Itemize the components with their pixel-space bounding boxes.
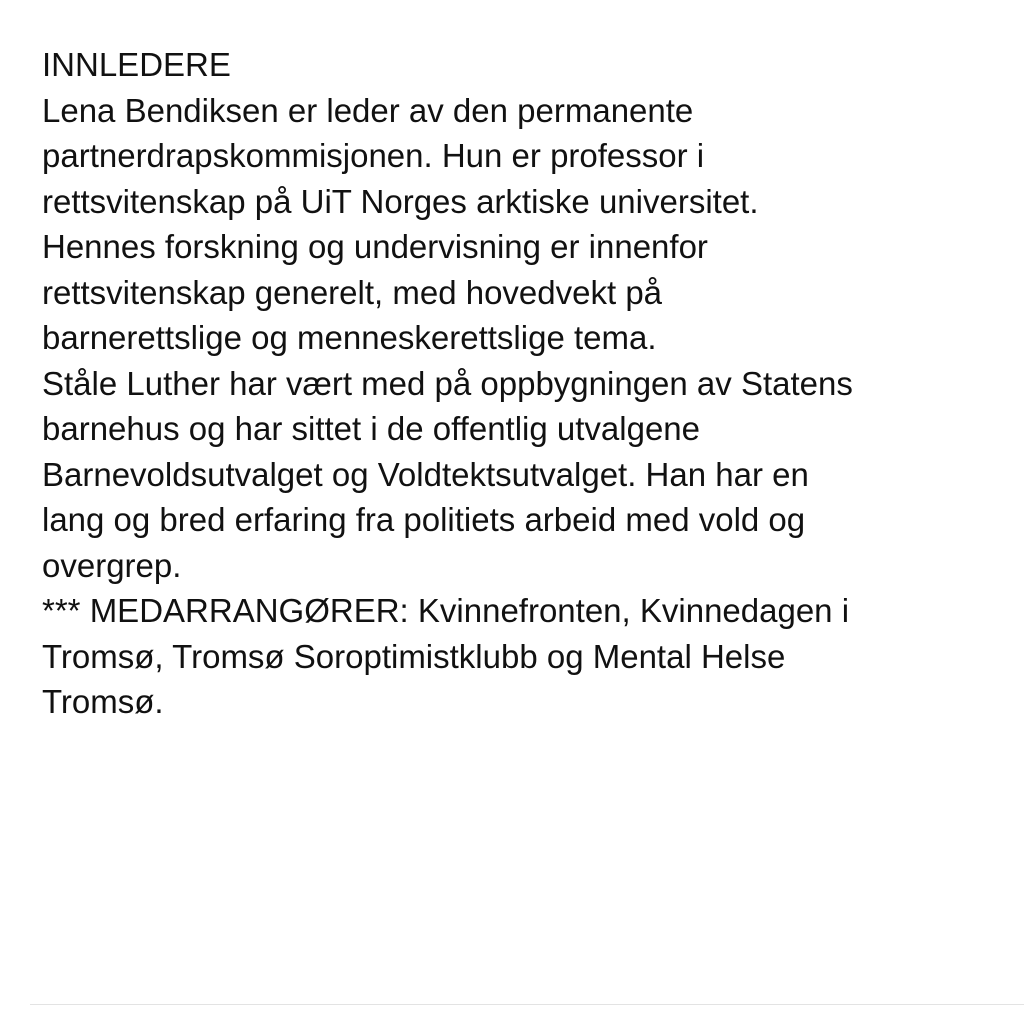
paragraph-lena-bendiksen: Lena Bendiksen er leder av den permanente partnerdrapskommisjonen. Hun er professor i rettsvitenskap på UiT Norges arktiske universitet. Hennes forskning og undervisning er innenfor rettsvitenskap generelt, med hovedvekt på barnerettslige og menneskerettslige tema. — [42, 91, 759, 356]
paragraph-co-organizers: *** MEDARRANGØRER: Kvinnefronten, Kvinnedagen i Tromsø, Tromsø Soroptimistklubb og Mental Helse Tromsø. — [42, 592, 850, 720]
section-heading: INNLEDERE — [42, 46, 231, 83]
post-body — [42, 42, 1017, 725]
bottom-divider — [30, 1004, 1024, 1005]
paragraph-stale-luther: Ståle Luther har vært med på oppbygningen av Statens barnehus og har sittet i de offentlig utvalgene Barnevoldsutvalget og Voldtektsutvalget. Han har en lang og bred erfaring fra politiets arbeid med vold og overgrep. — [42, 364, 853, 584]
